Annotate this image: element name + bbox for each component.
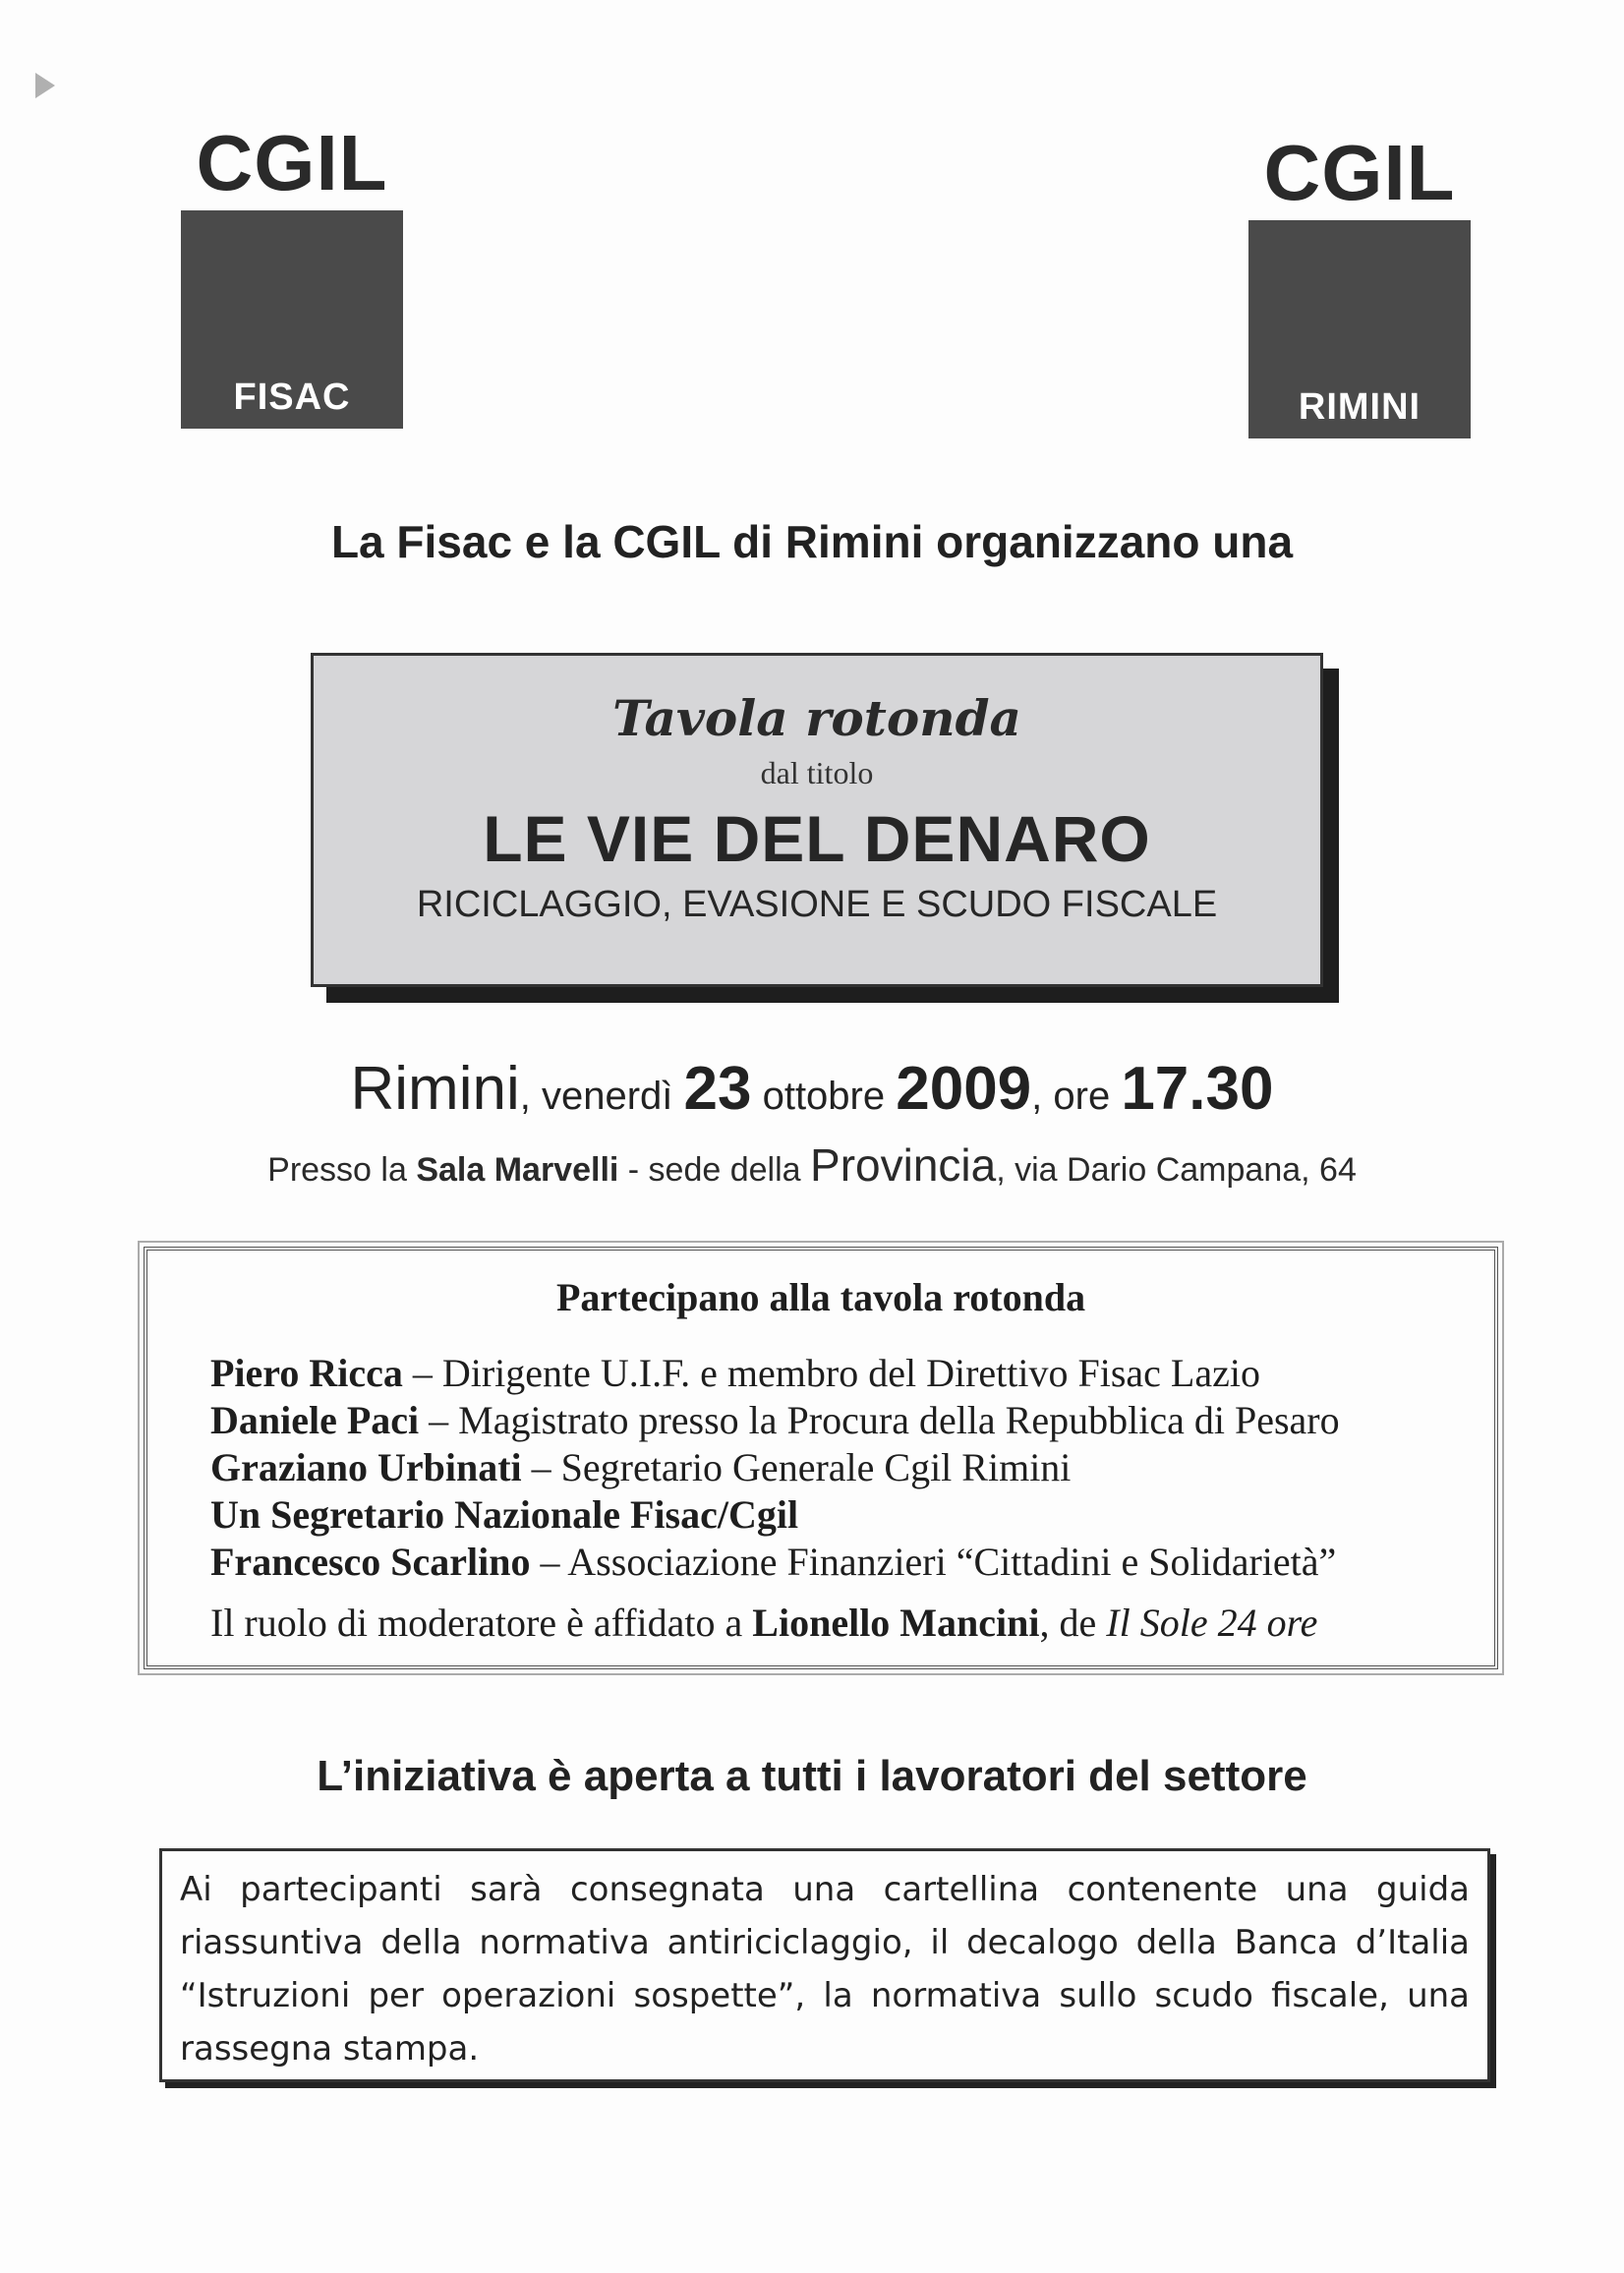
participant-row — [210, 1350, 1494, 1397]
date-ore-label: , ore — [1031, 1075, 1122, 1118]
cgil-fisac-logo — [181, 119, 403, 429]
participant-row — [210, 1491, 1494, 1539]
event-subtitle: dal titolo — [760, 755, 874, 790]
date-year: 2009 — [896, 1055, 1032, 1123]
logo-square — [181, 210, 403, 429]
event-title: LE VIE DEL DENARO — [483, 802, 1151, 875]
logo-square — [1248, 220, 1471, 438]
logo-brand: CGIL — [1263, 129, 1456, 216]
venue-province: Provincia — [810, 1139, 997, 1191]
moderator-row — [210, 1600, 1494, 1647]
scan-corner-mark — [35, 73, 55, 98]
event-kicker: Tavola rotonda — [612, 689, 1021, 747]
venue-hall: Sala Marvelli — [416, 1151, 619, 1189]
participant-row — [210, 1397, 1494, 1444]
event-subtitle-2: RICICLAGGIO, EVASIONE E SCUDO FISCALE — [416, 884, 1218, 925]
event-title-box — [311, 653, 1323, 987]
moderator-name: Lionello Mancini — [752, 1601, 1040, 1645]
open-to-all-line: L’iniziativa è aperta a tutti i lavoratori del settore — [317, 1752, 1307, 1800]
participant-name: Daniele Paci — [210, 1398, 420, 1442]
date-city: Rimini — [350, 1055, 520, 1123]
participant-role: – Associazione Finanzieri “Cittadini e Solidarietà” — [530, 1540, 1337, 1584]
venue-middle: - sede della — [618, 1151, 811, 1189]
intro-line: La Fisac e la CGIL di Rimini organizzano una — [330, 516, 1294, 567]
participant-row — [210, 1539, 1494, 1586]
participant-row — [210, 1444, 1494, 1491]
handout-note: Ai partecipanti sarà consegnata una cartellina contenente una guida riassuntiva della normativa antiriciclaggio, il decalogo della Banca d’Italia “Istruzioni per operazioni sospette”, la normativa sullo scudo fiscale, una rassegna stampa. — [159, 1848, 1490, 2082]
participants-list — [210, 1350, 1494, 1647]
date-day: , venerdì — [519, 1075, 684, 1118]
participants-panel — [144, 1247, 1498, 1669]
date-daynum: 23 — [683, 1055, 752, 1123]
venue-prefix: Presso la — [267, 1151, 417, 1189]
participant-role: – Dirigente U.I.F. e membro del Direttivo Fisac Lazio — [402, 1351, 1260, 1395]
panel-heading: Partecipano alla tavola rotonda — [555, 1275, 1086, 1319]
participant-role: – Segretario Generale Cgil Rimini — [521, 1445, 1072, 1489]
date-line — [0, 1054, 1624, 1124]
cgil-rimini-logo — [1248, 129, 1471, 438]
date-time: 17.30 — [1121, 1055, 1274, 1123]
participant-name: Un Segretario Nazionale Fisac/Cgil — [210, 1492, 799, 1537]
moderator-prefix: Il ruolo di moderatore è affidato a — [210, 1601, 753, 1645]
logo-label: FISAC — [233, 377, 351, 418]
participant-name: Graziano Urbinati — [210, 1445, 522, 1489]
participant-name: Francesco Scarlino — [210, 1540, 531, 1584]
logo-brand: CGIL — [196, 119, 388, 206]
participant-role: – Magistrato presso la Procura della Repubblica di Pesaro — [419, 1398, 1340, 1442]
venue-address: , via Dario Campana, 64 — [996, 1151, 1357, 1189]
moderator-middle: , de — [1039, 1601, 1107, 1645]
logo-label: RIMINI — [1298, 386, 1421, 428]
venue-line — [0, 1138, 1624, 1192]
participant-name: Piero Ricca — [210, 1351, 403, 1395]
date-month: ottobre — [751, 1075, 897, 1118]
moderator-paper: Il Sole 24 ore — [1106, 1601, 1318, 1645]
